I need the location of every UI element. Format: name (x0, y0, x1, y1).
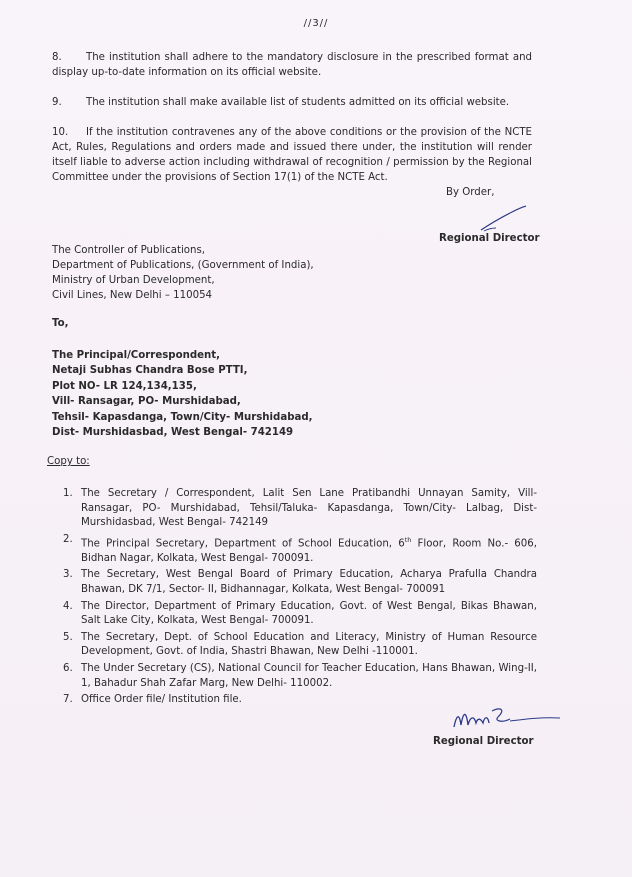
address-line: Ministry of Urban Development, (52, 275, 215, 286)
item-number: 6. (63, 662, 73, 674)
condition-text: If the institution contravenes any of the above conditions or the provision of the NCTE Act, Rules, Regulations and orders made and issued there under, the institution will render itself liable to adverse action including withdrawal of recognition / permission by the Regional Committee under the provisions of Section 17(1) of the NCTE Act. (52, 127, 532, 183)
item-text: The Secretary, West Bengal Board of Primary Education, Acharya Prafulla Chandra Bhawan, DK 7/1, Sector- II, Bidhannagar, Kolkata, West Bengal- 700091 (81, 569, 537, 595)
recipient-address (52, 348, 313, 440)
condition-9 (52, 95, 532, 110)
address-line: The Controller of Publications, (52, 245, 206, 256)
condition-number: 8. (52, 52, 62, 63)
item-number: 2. (63, 533, 73, 545)
to-label: To, (52, 318, 69, 329)
condition-text: The institution shall make available list of students admitted on its official website. (86, 97, 510, 108)
item-number: 1. (63, 488, 73, 499)
item-number: 5. (63, 631, 73, 643)
item-number: 3. (63, 569, 73, 581)
item-number: 7. (63, 694, 73, 706)
item-text: Office Order file/ Institution file. (81, 694, 242, 706)
page-number: //3// (303, 18, 329, 29)
address-line: Tehsil- Kapasdanga, Town/City- Murshidabad, (52, 411, 313, 423)
address-line: Plot NO- LR 124,134,135, (52, 380, 197, 392)
copy-to-list (63, 487, 537, 710)
item-text: The Secretary, Dept. of School Education and Literacy, Ministry of Human Resource Development, Govt. of India, Shastri Bhawan, New Delhi -110001. (81, 631, 537, 658)
list-item (63, 662, 537, 691)
address-line: Dist- Murshidasbad, West Bengal- 742149 (52, 427, 294, 439)
condition-8 (52, 50, 532, 80)
by-order: By Order, (446, 187, 495, 198)
item-text: The Principal Secretary, Department of School Education, 6 (81, 538, 405, 550)
address-line: Netaji Subhas Chandra Bose PTTI, (52, 365, 248, 377)
address-line: Department of Publications, (Government of India), (52, 260, 314, 271)
condition-text: The institution shall adhere to the mandatory disclosure in the prescribed format and display up-to-date information on its official website. (52, 52, 532, 78)
condition-10 (52, 125, 532, 185)
item-text: Floor, Room No.- 606, Bidhan Nagar, Kolkata, West Bengal- 700091. (81, 538, 537, 564)
item-number: 4. (63, 600, 73, 612)
condition-number: 10. (52, 127, 69, 138)
copy-to-label: Copy to: (47, 456, 90, 467)
list-item (63, 568, 537, 597)
address-line: Civil Lines, New Delhi – 110054 (52, 290, 213, 301)
signatory-1: Regional Director (439, 233, 540, 244)
item-text: The Director, Department of Primary Education, Govt. of West Bengal, Bikas Bhawan, Salt Lake City, Kolkata, West Bengal- 700091. (81, 600, 537, 627)
list-item (63, 487, 537, 531)
signature-2-icon (452, 703, 562, 737)
address-line: Vill- Ransagar, PO- Murshidabad, (52, 396, 241, 408)
address-line: The Principal/Correspondent, (52, 350, 221, 361)
signature-1-icon (478, 204, 528, 234)
item-superscript: th (404, 535, 412, 544)
list-item (63, 600, 537, 629)
list-item (63, 631, 537, 660)
list-item (63, 533, 537, 567)
publisher-address (52, 243, 314, 303)
item-text: The Under Secretary (CS), National Council for Teacher Education, Hans Bhawan, Wing-II, 1, Bahadur Shah Zafar Marg, New Delhi- 110002. (81, 662, 537, 689)
item-text: The Secretary / Correspondent, Lalit Sen Lane Pratibandhi Unnayan Samity, Vill- Ransagar, PO- Murshidabad, Tehsil/Taluka- Kapasdanga, Town/City- Lalbag, Dist- Murshidasbad, West Bengal- 742149 (81, 488, 537, 529)
condition-number: 9. (52, 97, 62, 108)
signatory-2: Regional Director (433, 736, 534, 747)
